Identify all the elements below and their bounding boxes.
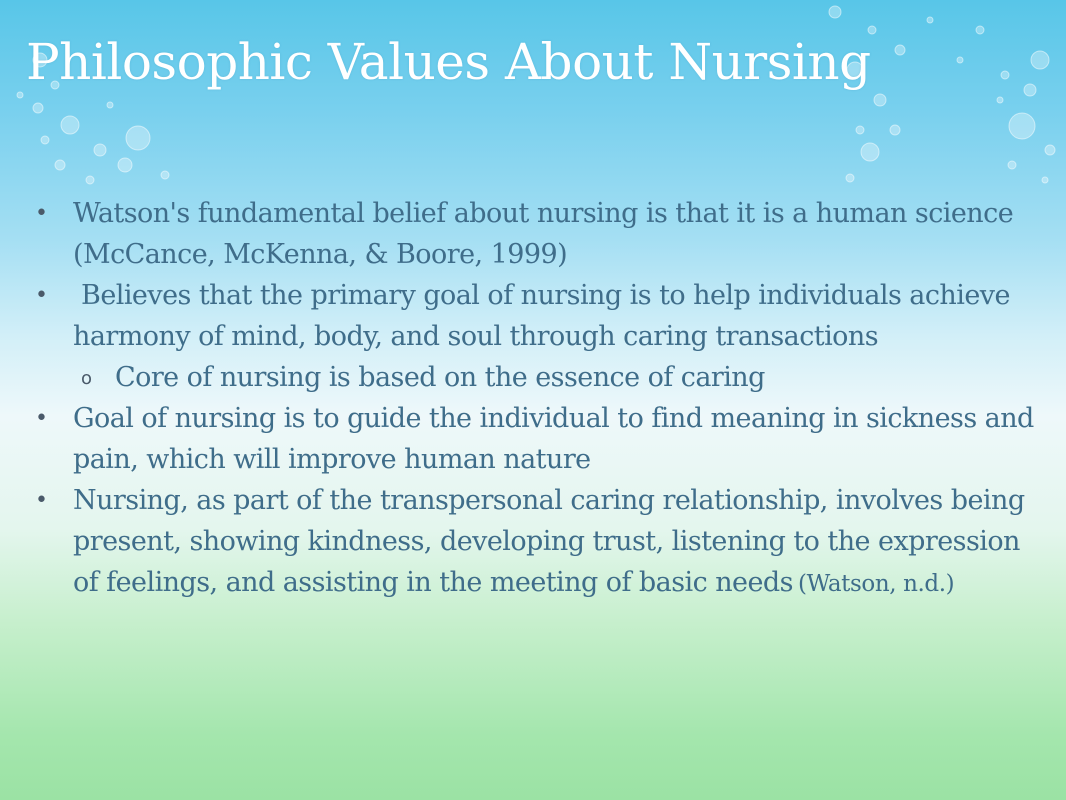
sub-bullet-text: Core of nursing is based on the essence of caring [115, 362, 765, 393]
bullet-text: Nursing, as part of the transpersonal caring relationship, involves being present, showing kindness, developing trust, listening to the expression of feelings, and assisting in the meeting of basic needs [73, 485, 1025, 598]
sub-bullet-item [33, 357, 1043, 398]
bullet-text: Watson's fundamental belief about nursing is that it is a human science (McCance, McKenna, & Boore, 1999) [73, 198, 1014, 270]
sub-bullet-marker: o [81, 368, 93, 389]
bullet-item [33, 480, 1043, 605]
bullet-item [33, 193, 1043, 275]
bullet-list [33, 193, 1043, 605]
bullet-text: Goal of nursing is to guide the individual to find meaning in sickness and pain, which will improve human nature [73, 403, 1034, 475]
citation: (Watson, n.d.) [798, 571, 955, 597]
slide-title: Philosophic Values About Nursing [26, 33, 871, 91]
bullet-item [33, 398, 1043, 480]
bullet-text: Believes that the primary goal of nursing is to help individuals achieve harmony of mind, body, and soul through caring transactions [73, 280, 1018, 352]
bullet-marker: • [35, 283, 48, 308]
bullet-marker: • [35, 406, 48, 431]
bullet-marker: • [35, 201, 48, 226]
slide-body [33, 193, 1043, 605]
bullet-item [33, 275, 1043, 357]
bullet-marker: • [35, 488, 48, 513]
